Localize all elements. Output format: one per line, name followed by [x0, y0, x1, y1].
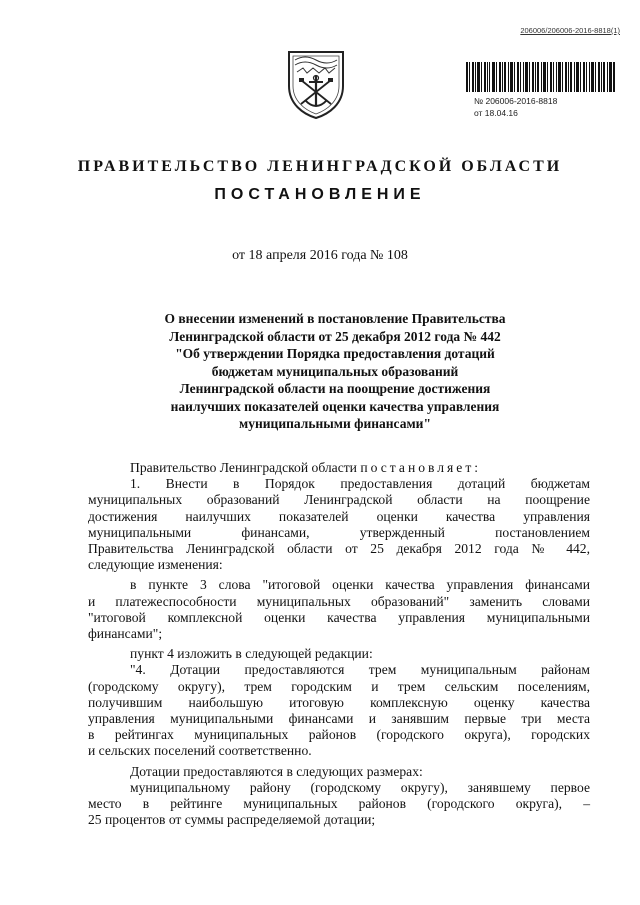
first-place-line: место в рейтинге муниципальных районов (городского округа), –	[88, 796, 590, 812]
point4-intro: пункт 4 изложить в следующей редакции:	[130, 646, 373, 662]
document-body	[88, 460, 590, 828]
first-place-line: муниципальному району (городскому округу), занявшему первое	[130, 779, 590, 795]
title-line: О внесении изменений в постановление Правительства	[164, 311, 506, 326]
item1-line: Правительства Ленинградской области от 25 декабря 2012 года № 442,	[88, 541, 590, 557]
registration-number: № 206006-2016-8818	[474, 96, 558, 106]
point3-line: финансами";	[88, 626, 163, 642]
title-line: наилучших показателей оценки качества управления	[170, 398, 500, 414]
title-line: Ленинградской области от 25 декабря 2012 года № 442	[169, 328, 501, 344]
first-place-line: 25 процентов от суммы распределяемой дотации;	[88, 812, 376, 828]
document-title	[120, 310, 550, 433]
point4-line: получившим наибольшую итоговую комплексную оценку качества	[88, 694, 590, 710]
point3-line: "итоговой комплексной оценки качества управления муниципальными	[88, 609, 590, 625]
title-line: бюджетам муниципальных образований	[211, 363, 459, 379]
point4-line: управления муниципальными финансами и занявшим первые три места	[88, 711, 590, 727]
registration-reference: 206006/206006-2016-8818(1)	[520, 26, 620, 35]
point3-line: в пункте 3 слова "итоговой оценки качества управления финансами	[130, 577, 590, 593]
point3-line: и платежеспособности муниципальных образований" заменить словами	[88, 593, 590, 609]
point4-line: "4. Дотации предоставляются трем муниципальным районам	[130, 662, 590, 678]
sizes-intro: Дотации предоставляются в следующих размерах:	[130, 763, 423, 779]
intro-text: Правительство Ленинградской области	[130, 460, 361, 475]
point4-line: в рейтингах муниципальных районов (городского округа), городских	[88, 727, 590, 743]
point4-line: (городскому округу), трем городским и трем сельским поселениям,	[88, 678, 590, 694]
government-name: ПРАВИТЕЛЬСТВО ЛЕНИНГРАДСКОЙ ОБЛАСТИ	[77, 158, 563, 175]
item1-line: муниципальными финансами, утвержденный постановлением	[88, 524, 590, 540]
title-line: Ленинградской области на поощрение достижения	[179, 381, 491, 396]
intro-decree-word: постановляет:	[360, 460, 482, 475]
title-line: муниципальными финансами"	[239, 416, 431, 431]
intro-paragraph	[88, 460, 590, 476]
item1-line: достижения наилучших показателей оценки качества управления	[88, 508, 590, 524]
title-line: "Об утверждении Порядка предоставления дотаций	[175, 346, 495, 361]
registration-date: от 18.04.16	[474, 108, 518, 118]
item1-line: следующие изменения:	[88, 557, 223, 573]
barcode-icon	[466, 62, 616, 92]
coat-of-arms-icon	[283, 46, 349, 120]
item1-line: муниципальных образований Ленинградской области на поощрение	[88, 492, 590, 508]
point4-line: и сельских поселений соответственно.	[88, 743, 312, 759]
item1-line: 1. Внести в Порядок предоставления дотаций бюджетам	[130, 476, 590, 492]
document-date-number: от 18 апреля 2016 года № 108	[232, 248, 408, 263]
document-type: ПОСТАНОВЛЕНИЕ	[214, 186, 426, 203]
